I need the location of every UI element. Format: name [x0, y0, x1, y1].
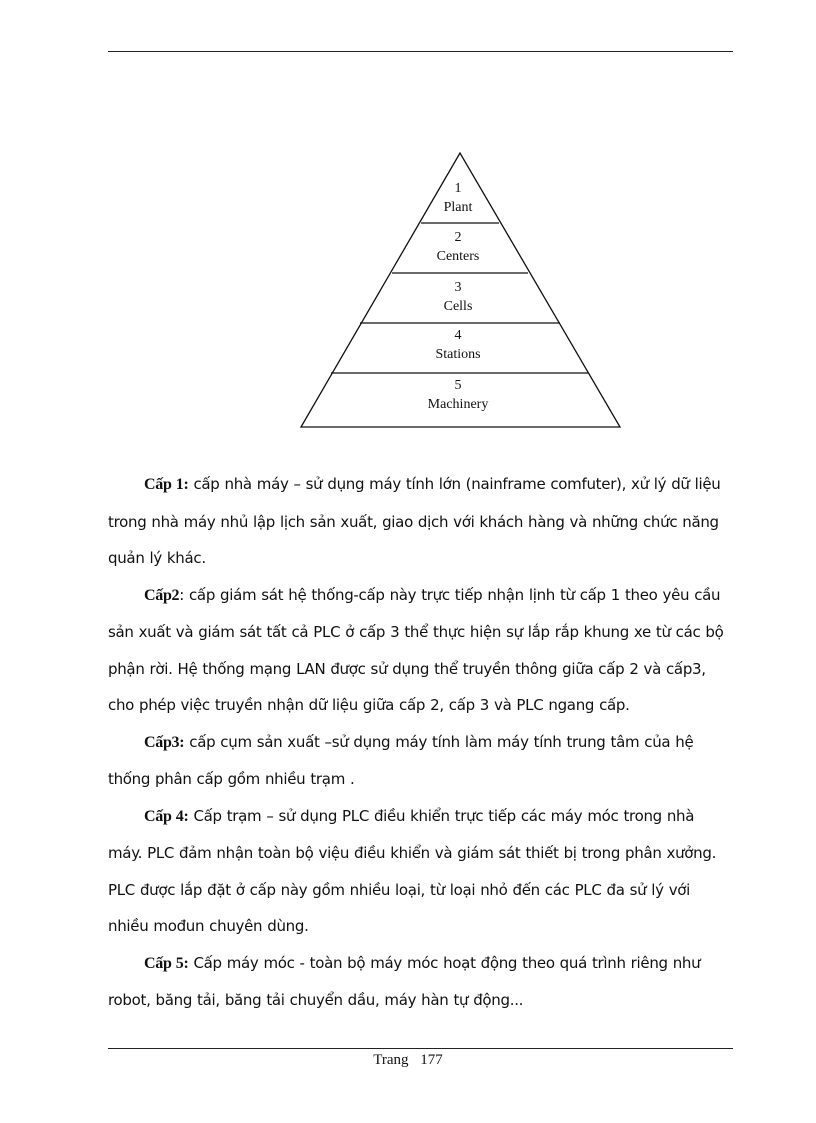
- page-footer: [0, 1052, 816, 1069]
- paragraph-text: Cấp trạm – sử dụng PLC điều khiển trực tiếp các máy móc trong nhà máy. PLC đảm nhận toàn bộ việu điều khiển và giám sát thiết bị trong phân xưởng. PLC được lắp đặt ở cấp này gồm nhiều loại, từ loại nhỏ đến các PLC đa sử lý với nhiều mođun chuyên dùng.: [108, 806, 717, 935]
- footer-label: Trang: [373, 1052, 409, 1068]
- header-rule: [108, 51, 733, 52]
- pyramid-level-5: [398, 376, 518, 414]
- level-number: 2: [454, 230, 462, 245]
- level-number: 5: [454, 378, 462, 393]
- pyramid-level-4: [398, 326, 518, 364]
- paragraph-lead: Cấp2: [144, 586, 180, 604]
- paragraph-cap-5: [108, 945, 733, 1019]
- level-name: Stations: [435, 347, 481, 362]
- footer-rule: [108, 1048, 733, 1049]
- level-name: Machinery: [427, 397, 489, 412]
- level-name: Cells: [443, 299, 473, 314]
- hierarchy-pyramid-diagram: [290, 145, 630, 435]
- paragraph-cap-2: [108, 577, 733, 724]
- paragraph-cap-3: [108, 724, 733, 798]
- pyramid-level-3: [398, 278, 518, 316]
- paragraph-lead: Cấp 4:: [144, 807, 189, 825]
- level-name: Plant: [443, 200, 473, 215]
- body-text: [108, 466, 733, 1019]
- paragraph-lead: Cấp 5:: [144, 954, 189, 972]
- level-name: Centers: [436, 249, 480, 264]
- paragraph-text: cấp cụm sản xuất –sử dụng máy tính làm máy tính trung tâm của hệ thống phân cấp gồm nhiều trạm .: [108, 732, 694, 788]
- pyramid-level-2: [398, 228, 518, 266]
- paragraph-lead: Cấp 1:: [144, 476, 189, 493]
- level-number: 4: [454, 328, 462, 343]
- level-number: 3: [454, 280, 462, 295]
- paragraph-text: : cấp giám sát hệ thống-cấp này trực tiếp nhận lịnh từ cấp 1 theo yêu cầu sản xuất và giám sát tất cả PLC ở cấp 3 thể thực hiện sự lắp rắp khung xe từ các bộ phận rời. Hệ thống mạng LAN được sử dụng thể truyền thông giữa cấp 2 và cấp3, cho phép việc truyền nhận dữ liệu giữa cấp 2, cấp 3 và PLC ngang cấp.: [108, 585, 724, 714]
- page-number: 177: [420, 1052, 443, 1068]
- level-number: 1: [454, 181, 462, 196]
- paragraph-cap-4: [108, 798, 733, 945]
- pyramid-level-1: [398, 179, 518, 217]
- paragraph-text: cấp nhà máy – sử dụng máy tính lớn (nainframe comfuter), xử lý dữ liệu trong nhà máy nhủ lập lịch sản xuất, giao dịch với khách hàng và những chức năng quản lý khác.: [108, 475, 721, 567]
- paragraph-cap-1: [108, 466, 733, 577]
- paragraph-lead: Cấp3:: [144, 733, 185, 751]
- paragraph-text: Cấp máy móc - toàn bộ máy móc hoạt động theo quá trình riêng như robot, băng tải, băng tải chuyển dầu, máy hàn tự động...: [108, 953, 701, 1009]
